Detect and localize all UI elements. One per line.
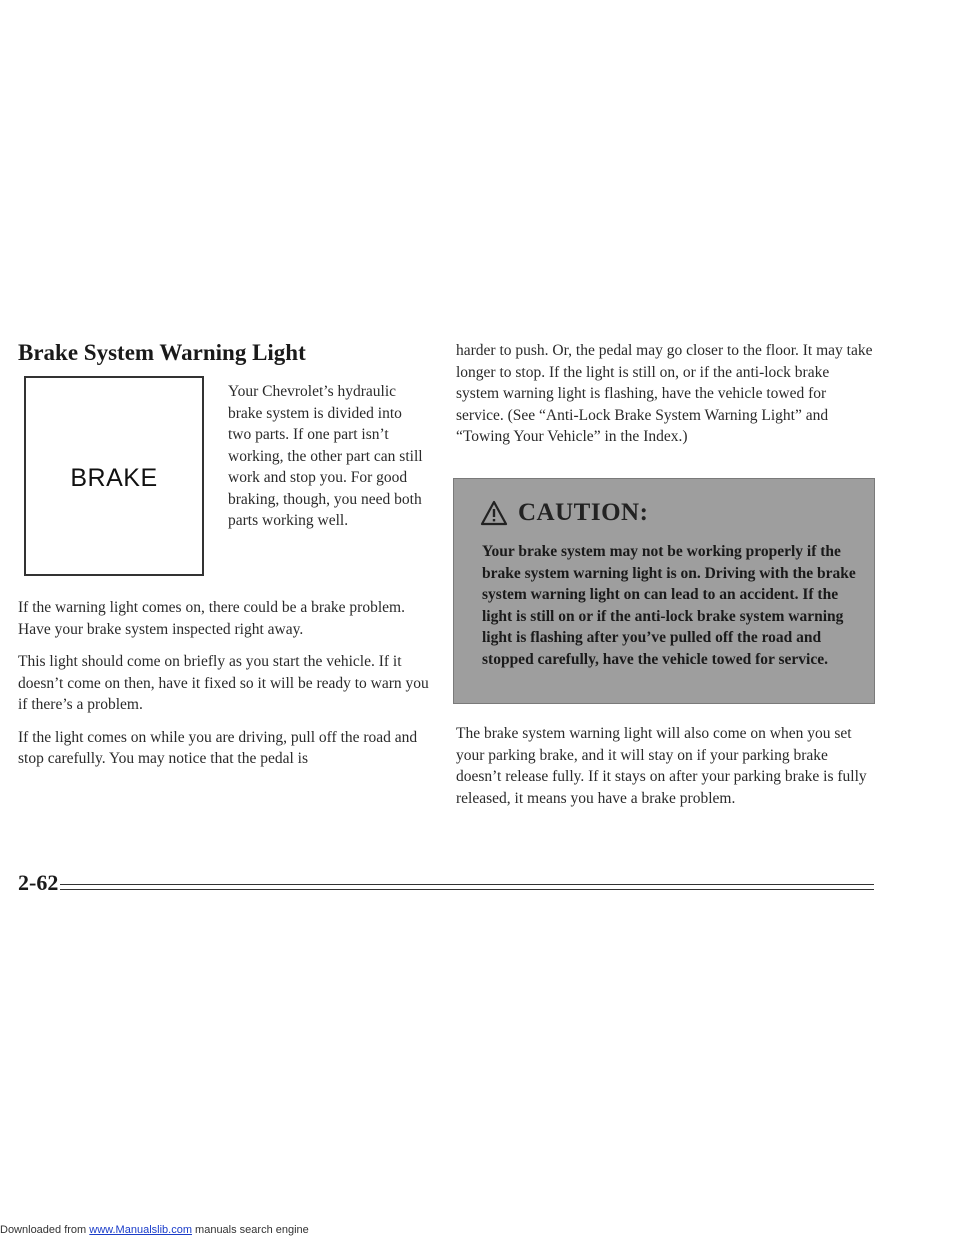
left-column xyxy=(18,597,438,781)
paragraph-parking-brake: The brake system warning light will also come on when you set your parking brake, and it will stay on if your parking brake doesn’t release fully. If it stays on after your parking brake is fully released, it means you have a brake problem. xyxy=(456,725,867,807)
brake-warning-light-illustration xyxy=(24,376,204,576)
caution-text: Your brake system may not be working properly if the brake system warning light is on. Driving with the brake system warning light on can lead to an accident. If the light is still on or if the anti-lock brake system warning light is flashing after you’ve pulled off the road and stopped carefully, have the vehicle towed for service. xyxy=(482,543,856,668)
paragraph-pedal-harder: harder to push. Or, the pedal may go closer to the floor. It may take longer to stop. If the light is still on, or if the anti-lock brake system warning light is flashing, have the vehicle towed for service. (See “Anti-Lock Brake System Warning Light” and “Towing Your Vehicle” in the Index.) xyxy=(456,342,873,445)
caution-box xyxy=(453,478,875,704)
footer-suffix: manuals search engine xyxy=(191,1224,309,1236)
footer-rule-top xyxy=(60,884,874,885)
right-column-bottom xyxy=(456,723,876,820)
right-column-top xyxy=(456,340,876,459)
brake-indicator-label: BRAKE xyxy=(70,464,158,492)
download-footer xyxy=(0,1224,309,1236)
caution-title: CAUTION: xyxy=(518,499,649,526)
paragraph-warning-comes-on: If the warning light comes on, there could be a brake problem. Have your brake system inspected right away. xyxy=(18,599,405,638)
page-title: Brake System Warning Light xyxy=(18,340,306,365)
footer-prefix: Downloaded from xyxy=(0,1224,90,1236)
paragraph-light-while-driving: If the light comes on while you are driving, pull off the road and stop carefully. You may notice that the pedal is xyxy=(18,728,418,767)
footer-rule-bottom xyxy=(60,889,874,890)
page-number: 2-62 xyxy=(18,870,59,895)
paragraph-light-at-start: This light should come on briefly as you start the vehicle. If it doesn’t come on then, have it fixed so it will be ready to warn you if there’s a problem. xyxy=(18,653,429,713)
intro-paragraph: Your Chevrolet’s hydraulic brake system is divided into two parts. If one part isn’t working, the other part can still work and stop you. For good braking, though, you need both parts working well. xyxy=(228,383,423,529)
manualslib-link[interactable]: www.Manualslib.com xyxy=(89,1224,192,1236)
caution-header xyxy=(480,499,648,527)
warning-triangle-icon xyxy=(480,500,508,526)
